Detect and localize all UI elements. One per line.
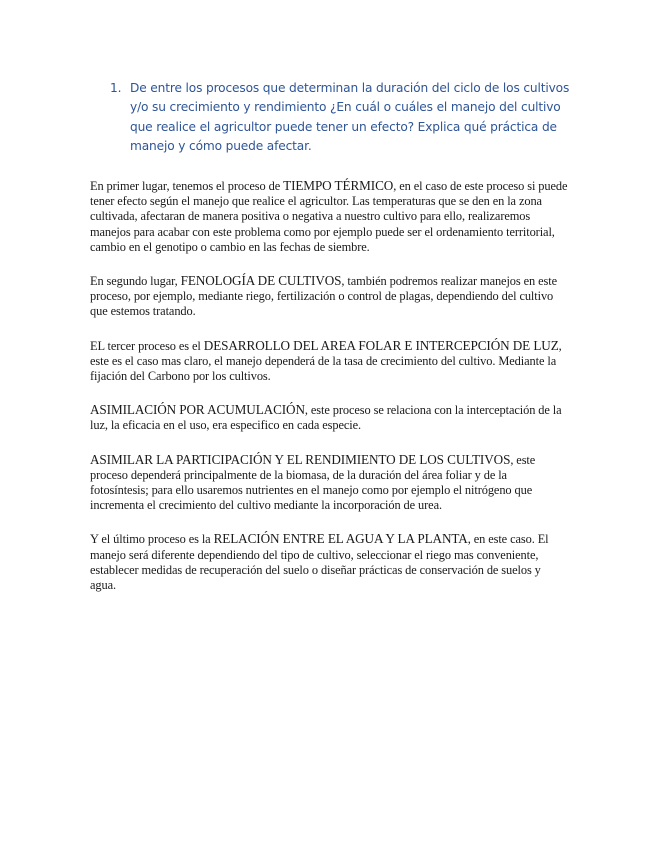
paragraph-intro: En primer lugar, tenemos el proceso de (90, 179, 284, 193)
paragraph-body: , también podremos realizar manejos en este proceso, por ejemplo, mediante riego, fertilización o control de plagas, dependiendo del cultivo que estemos tratando. (90, 274, 557, 319)
paragraph-body: , este proceso dependerá principalmente de la biomasa, de la duración del área foliar y de la fotosíntesis; para ello usaremos nutrientes en el manejo como por ejemplo el nitrógeno que incrementa el crecimiento del cultivo mediante la incorporación de urea. (90, 452, 536, 513)
answer-paragraph-6 (90, 531, 568, 593)
paragraph-intro: EL tercer proceso es el (90, 338, 204, 353)
paragraph-body: , en este caso. El manejo será diferente dependiendo del tipo de cultivo, seleccionar el riego mas conveniente, establecer medidas de recuperación del suelo o diseñar prácticas de conservación de suelos y agua. (90, 532, 549, 593)
question-item (110, 79, 570, 157)
answer-paragraph-1 (90, 178, 568, 255)
process-name: FENOLOGÍA DE CULTIVOS (180, 273, 342, 289)
question-text: De entre los procesos que determinan la duración del ciclo de los cultivos y/o su crecimiento y rendimiento ¿En cuál o cuáles el manejo del cultivo que realice el agricultor puede tener un efecto? Explica qué práctica de manejo y cómo puede afectar. (130, 81, 570, 154)
question-number: 1. (110, 81, 122, 95)
answer-paragraph-4 (90, 402, 568, 433)
paragraph-body: , este proceso se relaciona con la interceptación de la luz, la eficacia en el uso, era especifico en cada especie. (90, 403, 562, 433)
process-name: TIEMPO TÉRMICO (283, 178, 394, 193)
paragraph-intro: Y el último proceso es la (90, 532, 214, 547)
process-name: ASIMILAR LA PARTICIPACIÓN Y EL RENDIMIENTO DE LOS CULTIVOS (90, 451, 511, 467)
answer-paragraph-5 (90, 452, 568, 514)
process-name: DESARROLLO DEL AREA FOLAR E INTERCEPCIÓN DE LUZ (203, 337, 559, 353)
paragraph-body: , en el caso de este proceso si puede tener efecto según el manejo que realice el agricultor. Las temperaturas que se den en la zona cultivada, afectaran de manera positiva o negativa a nuestro cultivo para ello, realizaremos manejos para acabar con este problema como por ejemplo puede ser el ordenamiento territorial, cambio en el genotipo o cambio en las fechas de siembre. (90, 179, 568, 254)
answer-paragraph-2 (90, 273, 568, 320)
paragraph-body: , este es el caso mas claro, el manejo dependerá de la tasa de crecimiento del cultivo. Mediante la fijación del Carbono por los cultivos. (90, 338, 562, 384)
paragraph-intro: En segundo lugar, (90, 274, 181, 289)
process-name: RELACIÓN ENTRE EL AGUA Y LA PLANTA (213, 531, 468, 547)
answer-paragraph-3 (90, 338, 568, 385)
process-name: ASIMILACIÓN POR ACUMULACIÓN (90, 402, 305, 418)
answer-body (90, 178, 568, 611)
